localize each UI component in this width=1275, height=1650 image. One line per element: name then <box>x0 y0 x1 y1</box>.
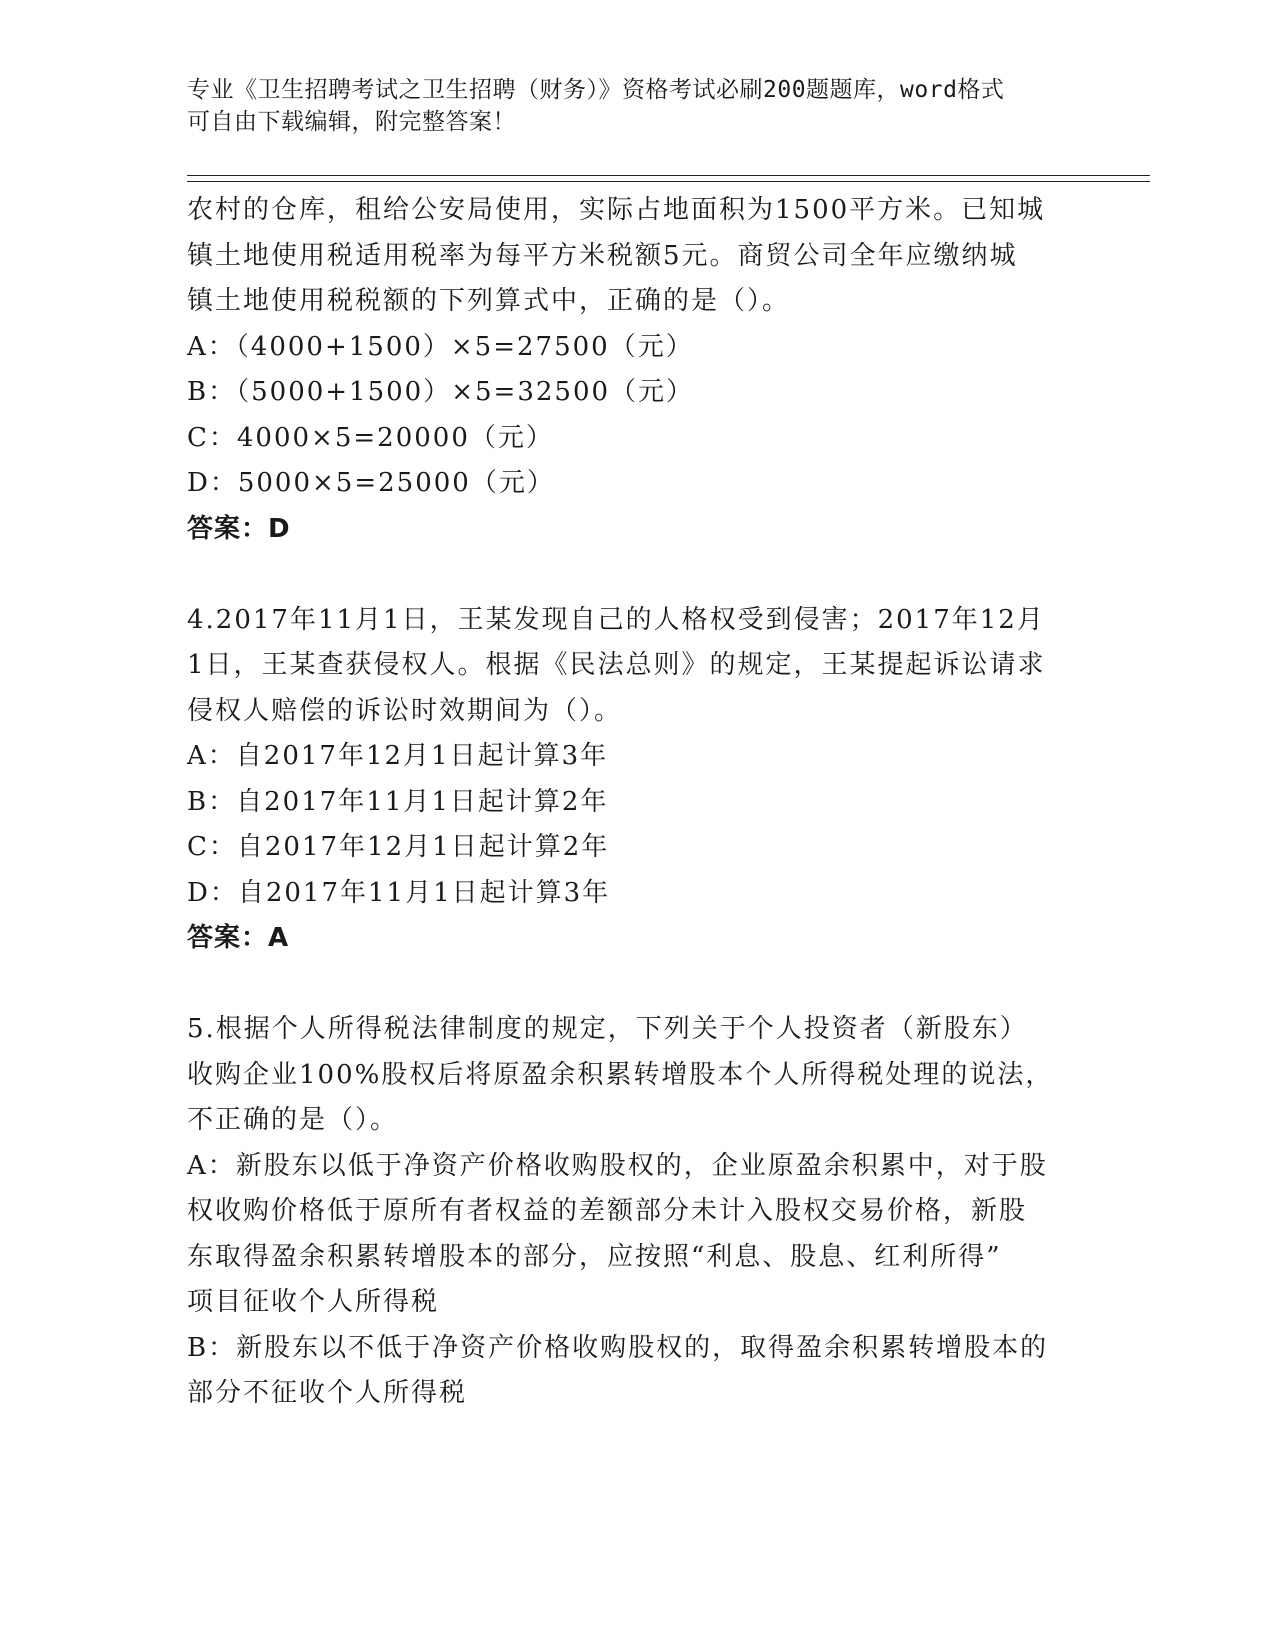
header-divider-bottom <box>187 181 1150 182</box>
question-stem-line: 镇土地使用税适用税率为每平方米税额5元。商贸公司全年应缴纳城 <box>187 240 1018 271</box>
option-b-line: 部分不征收个人所得税 <box>187 1378 468 1408</box>
option-a-line: 权收购价格低于原所有者权益的差额部分未计入股权交易价格，新股 <box>187 1196 1028 1226</box>
header-divider-top <box>187 175 1150 176</box>
option-c: C：自2017年12月1日起计算2年 <box>187 832 610 862</box>
option-a-line: 东取得盈余积累转增股本的部分，应按照“利息、股息、红利所得” <box>187 1241 1002 1272</box>
option-c: C：4000×5=20000（元） <box>187 422 554 453</box>
question-stem-line: 镇土地使用税税额的下列算式中，正确的是（）。 <box>187 286 791 316</box>
answer-label: 答案：D <box>187 513 291 544</box>
option-a: A：（4000+1500）×5=27500（元） <box>187 331 694 362</box>
option-a: A：自2017年12月1日起计算3年 <box>187 741 609 771</box>
option-b: B：（5000+1500）×5=32500（元） <box>187 377 695 407</box>
question-stem-line: 农村的仓库，租给公安局使用，实际占地面积为1500平方米。已知城 <box>187 195 1046 225</box>
option-b-line: B：新股东以不低于净资产价格收购股权的，取得盈余积累转增股本的 <box>187 1332 1049 1363</box>
option-d: D：5000×5=25000（元） <box>187 468 555 498</box>
answer-label: 答案：A <box>187 923 290 953</box>
document-header <box>187 74 1087 138</box>
question-stem-line: 不正确的是（）。 <box>187 1105 399 1135</box>
question-4 <box>187 598 1087 962</box>
question-stem-line: 收购企业100%股权后将原盈余积累转增股本个人所得税处理的说法， <box>187 1059 1054 1090</box>
spacer <box>187 552 1087 598</box>
question-stem-line: 5.根据个人所得税法律制度的规定，下列关于个人投资者（新股东） <box>187 1014 1028 1044</box>
question-stem-line: 4.2017年11月1日，王某发现自己的人格权受到侵害；2017年12月 <box>187 604 1045 635</box>
question-5 <box>187 1007 1087 1417</box>
option-a-line: 项目征收个人所得税 <box>187 1287 440 1317</box>
question-stem-line: 1日，王某查获侵权人。根据《民法总则》的规定，王某提起诉讼请求 <box>187 650 1046 680</box>
header-line-1: 专业《卫生招聘考试之卫生招聘（财务）》资格考试必刷200题题库，word格式 <box>187 77 1005 103</box>
question-stem-line: 侵权人赔偿的诉讼时效期间为（）。 <box>187 695 623 726</box>
header-line-2: 可自由下载编辑，附完整答案！ <box>187 109 516 135</box>
question-content <box>187 188 1087 1417</box>
option-d: D：自2017年11月1日起计算3年 <box>187 877 611 908</box>
option-a-line: A：新股东以低于净资产价格收购股权的，企业原盈余积累中，对于股 <box>187 1150 1048 1181</box>
question-3 <box>187 188 1087 552</box>
option-b: B：自2017年11月1日起计算2年 <box>187 786 609 817</box>
spacer <box>187 962 1087 1008</box>
